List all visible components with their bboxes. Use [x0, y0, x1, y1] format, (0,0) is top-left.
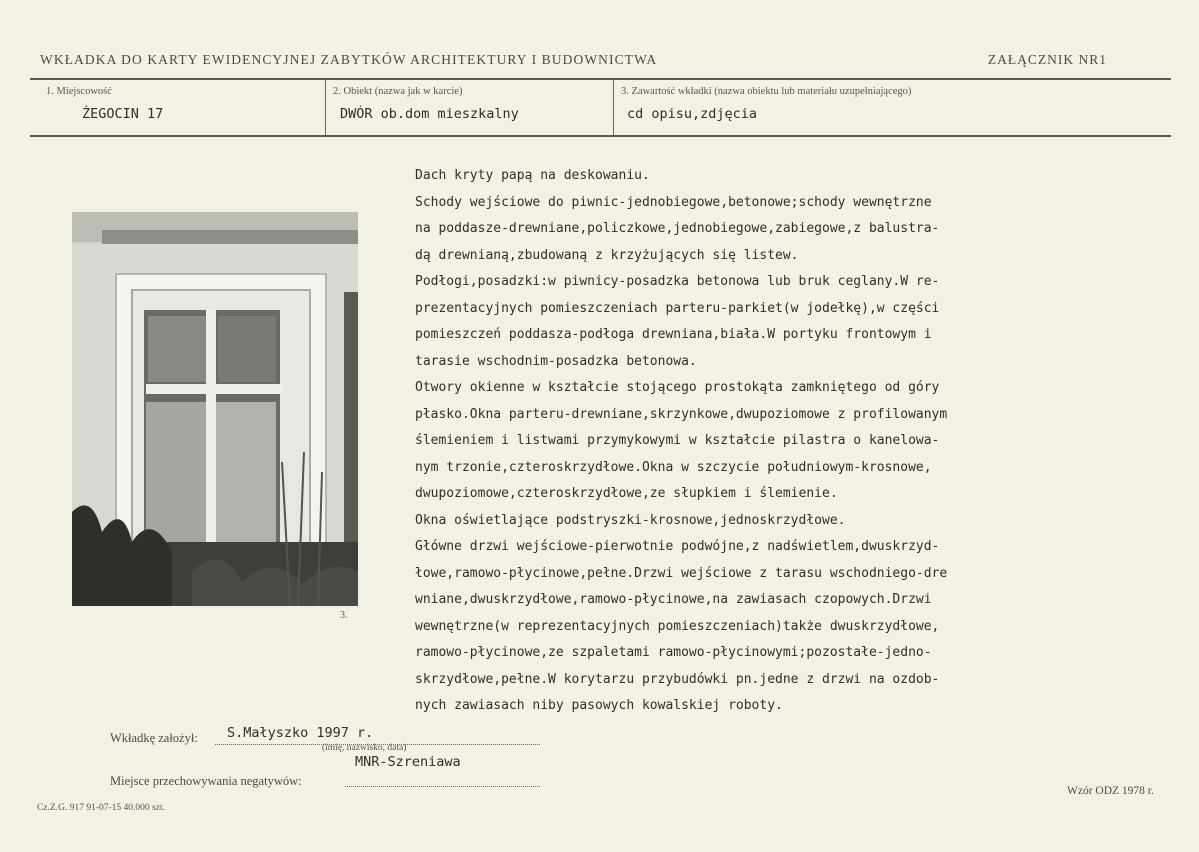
window-photograph — [72, 212, 358, 606]
description-line: płasko.Okna parteru-drewniane,skrzynkowe,dwupoziomowe z profilowanym — [415, 406, 948, 422]
description-line: dą drewnianą,zbudowaną z krzyżujących się listew. — [415, 247, 799, 263]
description-line: wewnętrzne(w reprezentacyjnych pomieszczeniach)także dwuskrzydłowe, — [415, 618, 940, 634]
storage-line — [345, 786, 540, 787]
description-line: skrzydłowe,pełne.W korytarzu przybudówki pn.jedne z drzwi na ozdob- — [415, 671, 940, 687]
description-line: Otwory okienne w kształcie stojącego prostokąta zamkniętego od góry — [415, 380, 940, 395]
form-title: WKŁADKA DO KARTY EWIDENCYJNEJ ZABYTKÓW ARCHITEKTURY I BUDOWNICTWA — [40, 52, 658, 67]
contents-value: cd opisu,zdjęcia — [627, 106, 758, 122]
description-line: wniane,dwuskrzydłowe,ramowo-płycinowe,na zawiasach czopowych.Drzwi — [415, 592, 932, 607]
top-rule — [30, 78, 1171, 80]
founded-hint: (imię, nazwisko, data) — [322, 743, 407, 753]
description-text — [415, 163, 1135, 720]
object-value: DWÓR ob.dom mieszkalny — [340, 106, 519, 122]
contents-label: 3. Zawartość wkładki (nazwa obiektu lub materiału uzupełniającego) — [621, 86, 912, 97]
storage-value: MNR-Szreniawa — [355, 754, 461, 770]
locality-value: ŻEGOCIN 17 — [82, 106, 164, 122]
description-line: Dach kryty papą na deskowaniu. — [415, 168, 650, 183]
description-line: pomieszczeń poddasza-podłoga drewniana,biała.W portyku frontowym i — [415, 327, 932, 342]
object-label: 2. Obiekt (nazwa jak w karcie) — [333, 86, 463, 97]
description-line: Okna oświetlające podstryszki-krosnowe,jednoskrzydłowe. — [415, 512, 846, 528]
locality-label: 1. Miejscowość — [46, 86, 112, 97]
field-divider — [325, 80, 326, 135]
description-line: na poddasze-drewniane,policzkowe,jednobiegowe,zabiegowe,z balustra- — [415, 221, 940, 236]
description-line: nych zawiasach niby pasowych kowalskiej roboty. — [415, 698, 783, 713]
description-line: Podłogi,posadzki:w piwnicy-posadzka betonowa lub bruk ceglany.W re- — [415, 274, 940, 289]
description-line: prezentacyjnych pomieszczeniach parteru-parkiet(w jodełkę),w części — [415, 300, 940, 316]
description-line: dwupoziomowe,czteroskrzydłowe,ze słupkiem i ślemienie. — [415, 486, 838, 501]
founded-label: Wkładkę założył: — [110, 731, 198, 745]
description-line: Schody wejściowe do piwnic-jednobiegowe,betonowe;schody wewnętrzne — [415, 194, 932, 210]
photo-number: 3. — [340, 610, 348, 621]
field-divider — [613, 80, 614, 135]
template-code: Wzór ODZ 1978 r. — [1067, 785, 1154, 797]
attachment-label: ZAŁĄCZNIK NR — [987, 52, 1100, 67]
founded-value: S.Małyszko 1997 r. — [227, 725, 374, 741]
description-line: ślemieniem i listwami przymykowymi w kształcie pilastra o kanelowa- — [415, 433, 940, 448]
attachment-number-value: 1 — [1099, 52, 1107, 67]
print-code: Cz.Z.G. 917 91-07-15 40.000 szt. — [37, 803, 165, 813]
attachment-number — [988, 52, 1107, 68]
bottom-rule — [30, 135, 1171, 137]
description-line: tarasie wschodnim-posadzka betonowa. — [415, 353, 697, 369]
description-line: Główne drzwi wejściowe-pierwotnie podwójne,z nadświetlem,dwuskrzyd- — [415, 539, 940, 554]
description-line: nym trzonie,czteroskrzydłowe.Okna w szczycie południowym-krosnowe, — [415, 459, 932, 475]
description-line: łowe,ramowo-płycinowe,pełne.Drzwi wejściowe z tarasu wschodniego-dre — [415, 565, 948, 581]
storage-label: Miejsce przechowywania negatywów: — [110, 774, 302, 788]
description-line: ramowo-płycinowe,ze szpaletami ramowo-płycinowymi;pozostałe-jedno- — [415, 645, 932, 660]
